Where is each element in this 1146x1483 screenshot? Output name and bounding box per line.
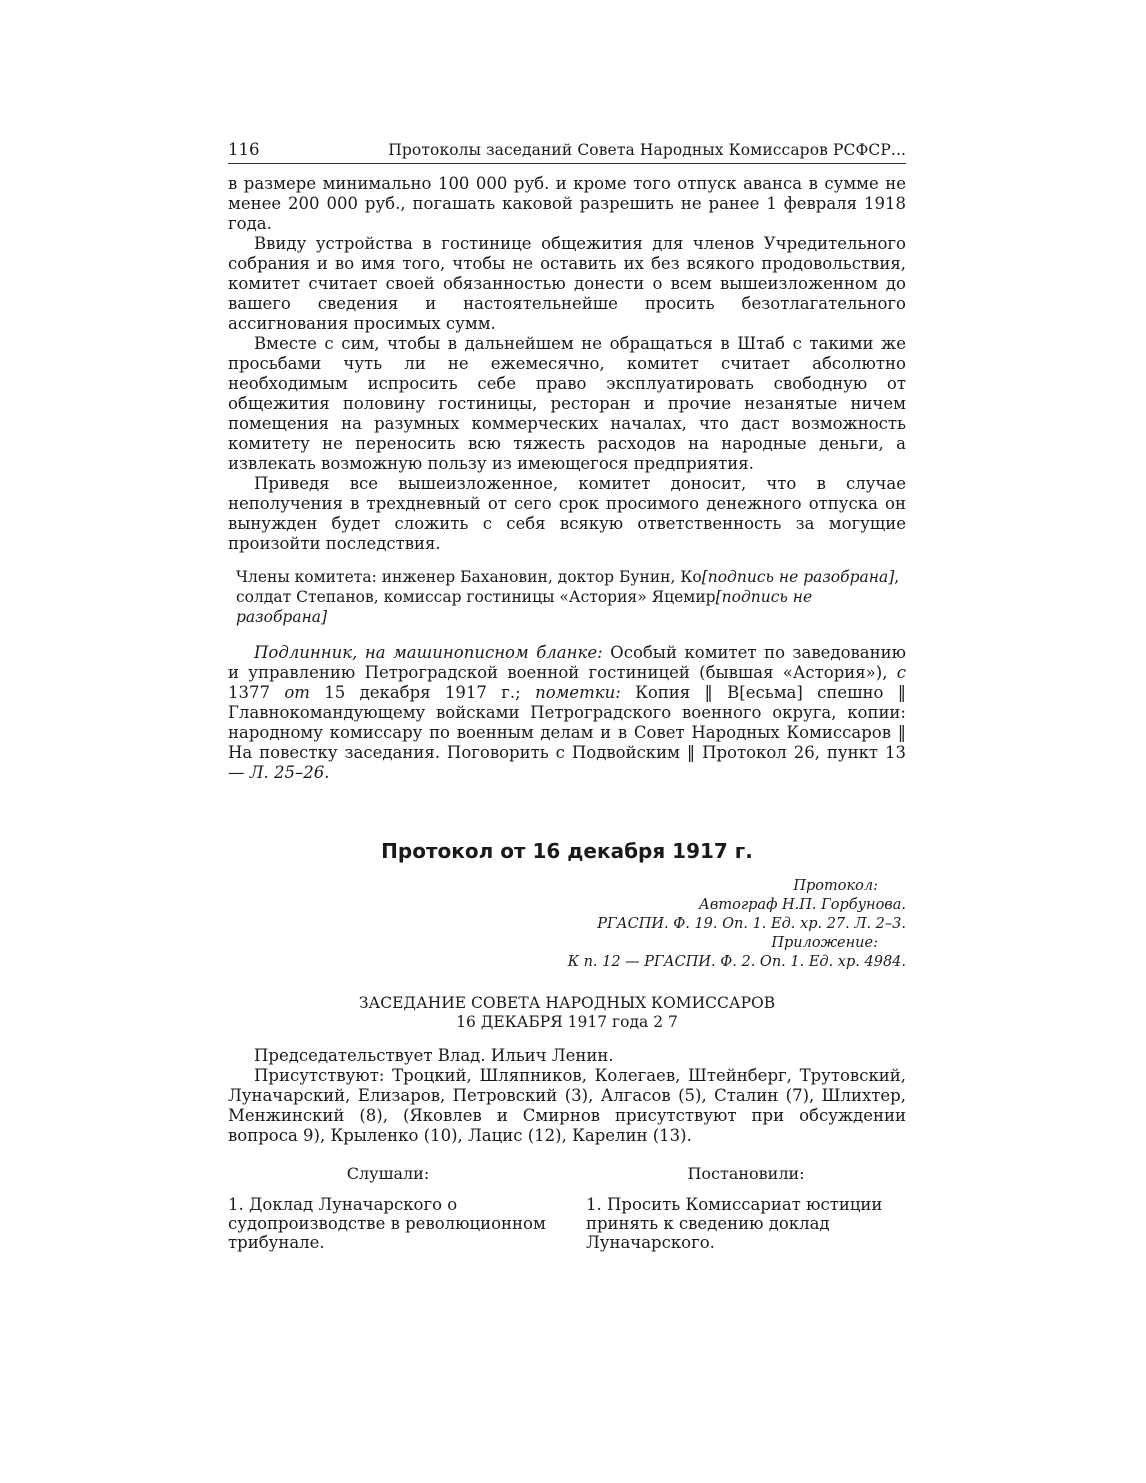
paragraph-4: Приведя все вышеизложенное, комитет доносит, что в случае неполучения в трехдневный от сего срок просимого денежного отпуска он вынужден будет сложить с себя всякую ответственность за могущие произойти последствия. <box>228 474 906 553</box>
chair-line: Председательствует Влад. Ильич Ленин. <box>254 1046 614 1065</box>
paragraph-2: Ввиду устройства в гостинице общежития для членов Учредительного собрания и во имя того, чтобы не оставить их без всякого продовольствия, комитет считает своей обязанностью донести о всем вышеизложенном до вашего сведения и настоятельнейше просить безотлагательного ассигнования просимых сумм. <box>228 234 906 333</box>
meeting-date: 16 ДЕКАБРЯ 1917 года 2 7 <box>456 1013 678 1031</box>
attendance-block <box>228 1046 906 1146</box>
illegible-signature-2: [подпись не разобрана] <box>236 588 813 626</box>
paragraph-1: в размере минимально 100 000 руб. и кроме того отпуск аванса в сумме не менее 200 000 руб., погашать каковой разрешить не ранее 1 февраля 1918 года. <box>228 174 906 233</box>
protocol-title: Протокол от 16 декабря 1917 г. <box>381 839 753 863</box>
letter-body <box>228 174 906 554</box>
document-page <box>228 140 906 1252</box>
illegible-signature-1: [подпись не разобрана] <box>701 568 895 586</box>
archive-label-appendix: Приложение: <box>771 935 878 951</box>
meeting-title: ЗАСЕДАНИЕ СОВЕТА НАРОДНЫХ КОМИССАРОВ <box>358 994 776 1012</box>
signatures-block <box>228 567 906 627</box>
running-title: Протоколы заседаний Совета Народных Комиссаров РСФСР... <box>388 141 906 159</box>
heard-item-1: 1. Доклад Луначарского о судопроизводстве в революционном трибунале. <box>228 1195 546 1252</box>
heard-column <box>228 1164 548 1252</box>
decided-header: Постановили: <box>687 1164 805 1183</box>
archive-line-3: К п. 12 — РГАСПИ. Ф. 2. Оп. 1. Ед. хр. 4984. <box>567 954 906 970</box>
archive-line-2: РГАСПИ. Ф. 19. Оп. 1. Ед. хр. 27. Л. 2–3. <box>597 916 906 932</box>
running-header <box>228 140 906 164</box>
decided-item-1: 1. Просить Комиссариат юстиции принять к сведению доклад Луначарского. <box>586 1195 883 1252</box>
agenda-columns <box>228 1164 906 1252</box>
signature-line-1: Члены комитета: инженер Бахановин, доктор Бунин, Ко[подпись не разобрана], <box>236 568 900 586</box>
page-number: 116 <box>228 140 260 159</box>
signature-line-2: солдат Степанов, комиссар гостиницы «Астория» Яцемир[подпись не разобрана] <box>236 588 813 626</box>
archive-label-protocol: Протокол: <box>793 878 878 894</box>
paragraph-3: Вместе с сим, чтобы в дальнейшем не обращаться в Штаб с такими же просьбами чуть ли не ежемесячно, комитет считает абсолютно необходимым испросить себе право эксплуатировать свободную от общежития половину гостиницы, ресторан и прочие незанятые ничем помещения на разумных коммерческих началах, что даст возможность комитету не переносить всю тяжесть расходов на народные деньги, а извлекать возможную пользу из имеющегося предприятия. <box>228 334 906 473</box>
archive-line-1: Автограф Н.П. Горбунова. <box>698 897 906 913</box>
heard-header: Слушали: <box>346 1164 430 1183</box>
meeting-heading <box>228 994 906 1032</box>
source-note: Подлинник, на машинописном бланке: Особый комитет по заведованию и управлению Петроградской военной гостиницей (бывшая «Астория»), с 1377 от 15 декабря 1917 г.; пометки: Копия ‖ В[есьма] спешно ‖ Главнокомандующему войсками Петроградского военного округа, копии: народному комиссару по военным делам и в Совет Народных Комиссаров ‖ На повестку заседания. Поговорить с Подвойским ‖ Протокол 26, пункт 13 — Л. 25–26. <box>228 643 907 782</box>
present-line: Присутствуют: Троцкий, Шляпников, Колегаев, Штейнберг, Трутовский, Луначарский, Елизаров, Петровский (3), Алгасов (5), Сталин (7), Шлихтер, Менжинский (8), (Яковлев и Смирнов присутствуют при обсуждении вопроса 9), Крыленко (10), Лацис (12), Карелин (13). <box>228 1066 906 1145</box>
decided-column <box>586 1164 906 1252</box>
archive-references <box>228 877 906 972</box>
